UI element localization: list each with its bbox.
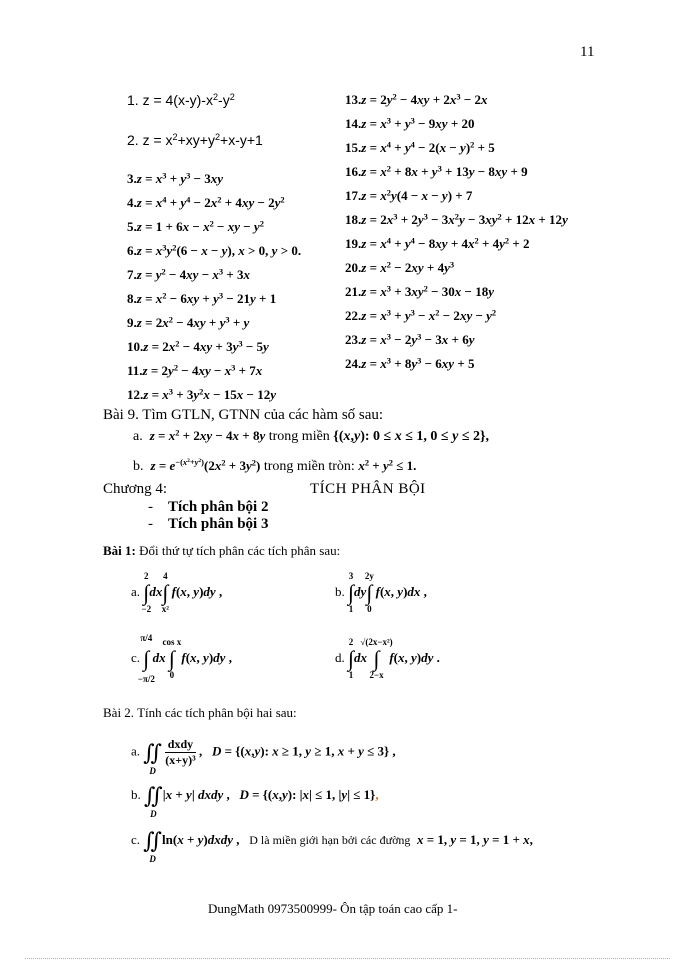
bai2-title [103,705,297,721]
integral-sign: ∫ 2y 0 [364,571,374,614]
bai9-b-text: trong miền tròn: [263,459,355,474]
item-label: a. [131,743,141,759]
bai9-a-domain: {(x,y): 0 ≤ x ≤ 1, 0 ≤ y ≤ 2}, [333,429,490,444]
integral-sign: ∫ 2 −2 [141,571,152,614]
bai9-a-text: trong miền [268,429,330,444]
problem-7: $7.z = y^2 - 4xy - x^3 + 3x$ [127,266,250,282]
item-label: a. [131,583,141,599]
integral-sign: ∫ 2 1 [348,637,355,680]
upper-limit: 2 [144,571,149,581]
bai9-a-func: $z = x^2 + 2xy - 4x + 8y$ [149,427,266,443]
integral-sign: ∫ π/4 −π/2 [137,633,155,684]
upper-limit: √(2x−x²) [360,637,393,647]
chapter4-topic-1 [148,499,268,516]
bai2-title-text: Bài 2. Tính các tích phân bội hai sau: [103,705,297,720]
problem-12: $12.z = x^3 + 3y^2x - 15x - 12y$ [127,386,276,402]
problem-22: $22.z = x^3 + y^3 - x^2 - 2xy - y^2$ [345,307,497,323]
item-label: b. [131,786,141,802]
separator: , [198,743,203,759]
fraction [165,737,195,768]
problem-15: $15.z = x^4 + y^4 - 2(x - y)^2 + 5$ [345,139,495,155]
bai9-b [133,458,416,475]
problem-4: $4.z = x^4 + y^4 - 2x^2 + 4xy - 2y^2$ [127,194,285,210]
page-number: 11 [580,44,595,60]
problem-18: $18.z = 2x^3 + 2y^3 - 3x^2y - 3xy^2 + 12x + 12y$ [345,211,568,227]
integral-sign: ∫ 4 x² [161,571,169,614]
bai1-title-bold: Bài 1: [103,543,136,558]
chapter4-topic-2 [148,516,268,533]
bullet: - [148,499,153,515]
bai9-b-label: b. [133,459,144,474]
lower-limit: 2−x [369,670,384,680]
item-label: b. [335,583,345,599]
upper-limit: 2y [364,571,374,581]
problem-13: $13.z = 2y^2 - 4xy + 2x^3 - 2x$ [345,91,488,107]
bai2-item-b: b. ∬ D |x + y| dxdy , D = {(x,y): |x| ≤ 1, |y| ≤ 1}, [131,783,379,819]
double-integral-sign: ∬ D [143,739,163,776]
page-boundary-divider [25,958,670,959]
problem-11: $11.z = 2y^2 - 4xy - x^3 + 7x$ [127,362,263,378]
region-label: D [149,854,156,864]
problem-17: $17.z = x^2y(4 - x - y) + 7$ [345,187,473,203]
problem-6: $6.z = x^3y^2(6 - x - y)$, x > 0, y > 0. [127,242,302,258]
topic-label: Tích phân bội 2 [168,499,269,515]
upper-limit: 3 [348,571,354,581]
problem-2: 2. $z = x^2+xy+y^2+x-y+1$ [127,132,263,148]
chapter4-title: TÍCH PHÂN BỘI [310,481,426,497]
bai1-title-rest: Đổi thứ tự tích phân các tích phân sau: [139,543,341,558]
bai9-title: Bài 9. Tìm GTLN, GTNN của các hàm số sau: [103,407,384,423]
problem-8: $8.z = x^2 - 6xy + y^3 - 21y + 1$ [127,290,277,306]
problem-10: $10.z = 2x^2 - 4xy + 3y^3 - 5y$ [127,338,269,354]
problem-23: $23.z = x^3 - 2y^3 - 3x + 6y$ [345,331,475,347]
denominator: (x+y)³ [165,753,196,767]
region-label: D [150,809,157,819]
upper-limit: π/4 [140,633,153,643]
bai9-b-domain: $x^2 + y^2 \le 1$. [358,457,417,473]
item-label: c. [131,831,141,847]
region-label: D [149,765,156,776]
bai9-a [133,428,489,445]
lower-limit: 0 [367,604,372,614]
lower-limit: −π/2 [137,674,155,684]
problem-1: 1. $z = 4(x-y)-x^2-y^2$ [127,92,235,108]
bai1-title [103,543,340,559]
page-footer: DungMath 0973500999- Ôn tập toán cao cấp 1- [208,901,458,916]
integral-sign: ∫ √(2x−x²) 2−x [360,637,393,680]
problem-9: $9.z = 2x^2 - 4xy + y^3 + y$ [127,314,250,330]
upper-limit: 4 [163,571,168,581]
double-integral-sign: ∬ D [144,783,163,819]
problem-5: $5.z = 1 + 6x - x^2$ − xy − $y^2$ [127,218,264,234]
bai2-c-domain: x = 1, y = 1, y = 1 + x, [416,831,533,847]
problem-20: $20.z = x^2 - 2xy + 4y^3$ [345,259,455,275]
problem-14: $14.z = x^3 + y^3 - 9xy + 20$ [345,115,475,131]
bai2-a-domain: D = {(x,y): x ≥ 1, y ≥ 1, x + y ≤ 3} , [211,743,396,759]
upper-limit: 2 [348,637,354,647]
problem-21: $21.z = x^3 + 3xy^2 - 30x - 18y$ [345,283,494,299]
lower-limit: x² [161,604,169,614]
trailing-comma: , [375,786,379,802]
problem-3: $3.z = x^3 + y^3 - 3xy$ [127,170,224,186]
double-integral-sign: ∬ D [143,828,163,864]
item-label: d. [335,649,345,665]
lower-limit: −2 [141,604,152,614]
lower-limit: 1 [348,670,354,680]
chapter4-label: Chương 4: [103,481,167,497]
bai1-item-c: c. ∫ π/4 −π/2 dx ∫ cos x 0 f(x, y)dy , [131,633,232,684]
integral-sign: ∫ cos x 0 [162,637,182,680]
numerator: dxdy [165,737,195,753]
problem-19: $19.z = x^4 + y^4 - 8xy + 4x^2 + 4y^2 + 2$ [345,235,530,251]
bai2-b-domain: D = {(x,y): |x| ≤ 1, |y| ≤ 1} [239,786,376,802]
topic-label: Tích phân bội 3 [168,516,269,532]
bai1-item-d: d. ∫ 2 1 dx ∫ √(2x−x²) 2−x f(x, y)dy . [335,637,440,680]
problem-16: $16.z = x^2 + 8x + y^3 + 13y - 8xy + 9$ [345,163,528,179]
item-label: c. [131,649,141,665]
bai9-b-func: $z = e^{-(x^2+y^2)}(2x^2 + 3y^2)$ [150,457,261,473]
lower-limit: 0 [169,670,175,680]
bai1-item-b: b. ∫ 3 1 dy∫ 2y 0 f(x, y)dx , [335,571,427,614]
bai9-a-label: a. [133,429,143,444]
bai2-item-c: c. ∬ D ln(x + y)dxdy , D là miền giới hạn bởi các đường x = 1, y = 1, y = 1 + x, [131,828,533,864]
lower-limit: 1 [348,604,354,614]
integral-sign: ∫ 3 1 [348,571,355,614]
bai2-c-text: D là miền giới hạn bởi các đường [249,832,411,847]
upper-limit: cos x [162,637,182,647]
bullet: - [148,516,153,532]
bai1-item-a: a. ∫ 2 −2 dx∫ 4 x² f(x, y)dy , [131,571,223,614]
problem-24: $24.z = x^3 + 8y^3 - 6xy + 5$ [345,355,475,371]
bai2-item-a [131,737,396,776]
